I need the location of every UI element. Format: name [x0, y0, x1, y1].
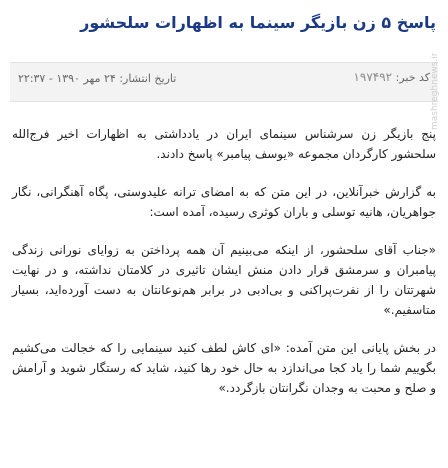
article-paragraph: پنج بازیگر زن سرشناس سینمای ایران در یادداشتی به اظهارات اخیر فرج‌الله سلحشور کارگردان مجموعه «یوسف پیامبر» پاسخ دادند.: [12, 127, 436, 161]
site-watermark: mashreghnews.ir: [430, 52, 440, 130]
article-paragraph: «جناب آقای سلحشور، از اینکه می‌بینیم آن همه پرداختن به زوایای نورانی زندگی پیامبران و سرمشق قرار دادن منش ایشان تاثیری در کلامتان نداشته، و در نهایت شهرتتان را از نفرت‌پراکنی و بی‌ادبی در برابر هم‌نوعانتان به دست آورده‌اید، بسیار متاسفیم.»: [12, 243, 436, 317]
publish-date-value: ۲۴ مهر ۱۳۹۰ - ۲۲:۳۷: [18, 72, 116, 85]
article-paragraph: به گزارش خبرآنلاین، در این متن که به امضای ترانه علیدوستی، پگاه آهنگرانی، نگار جواهریان، هانیه توسلی و باران کوثری رسیده، آمده است:: [12, 185, 436, 219]
publish-date-label: تاریخ انتشار:: [119, 72, 177, 85]
news-code: [353, 70, 430, 84]
article-paragraph: در بخش پایانی این متن آمده: «ای کاش لطف کنید سینمایی را که خجالت می‌کشیم بگوییم شما را یاد کجا می‌اندازد به حال خود رها کنید، شاید که رستگار شوید و آرامش و صلح و محبت به وجدان نگرانتان بازگردد.»: [12, 341, 436, 395]
article-meta-bar: [10, 62, 438, 102]
article-headline: پاسخ ۵ زن بازیگر سینما به اظهارات سلحشور: [80, 13, 436, 32]
publish-date: [18, 72, 176, 85]
news-code-label: کد خبر:: [395, 71, 430, 84]
article-body: [12, 124, 436, 416]
news-code-value: ۱۹۷۴۹۲: [353, 70, 393, 84]
